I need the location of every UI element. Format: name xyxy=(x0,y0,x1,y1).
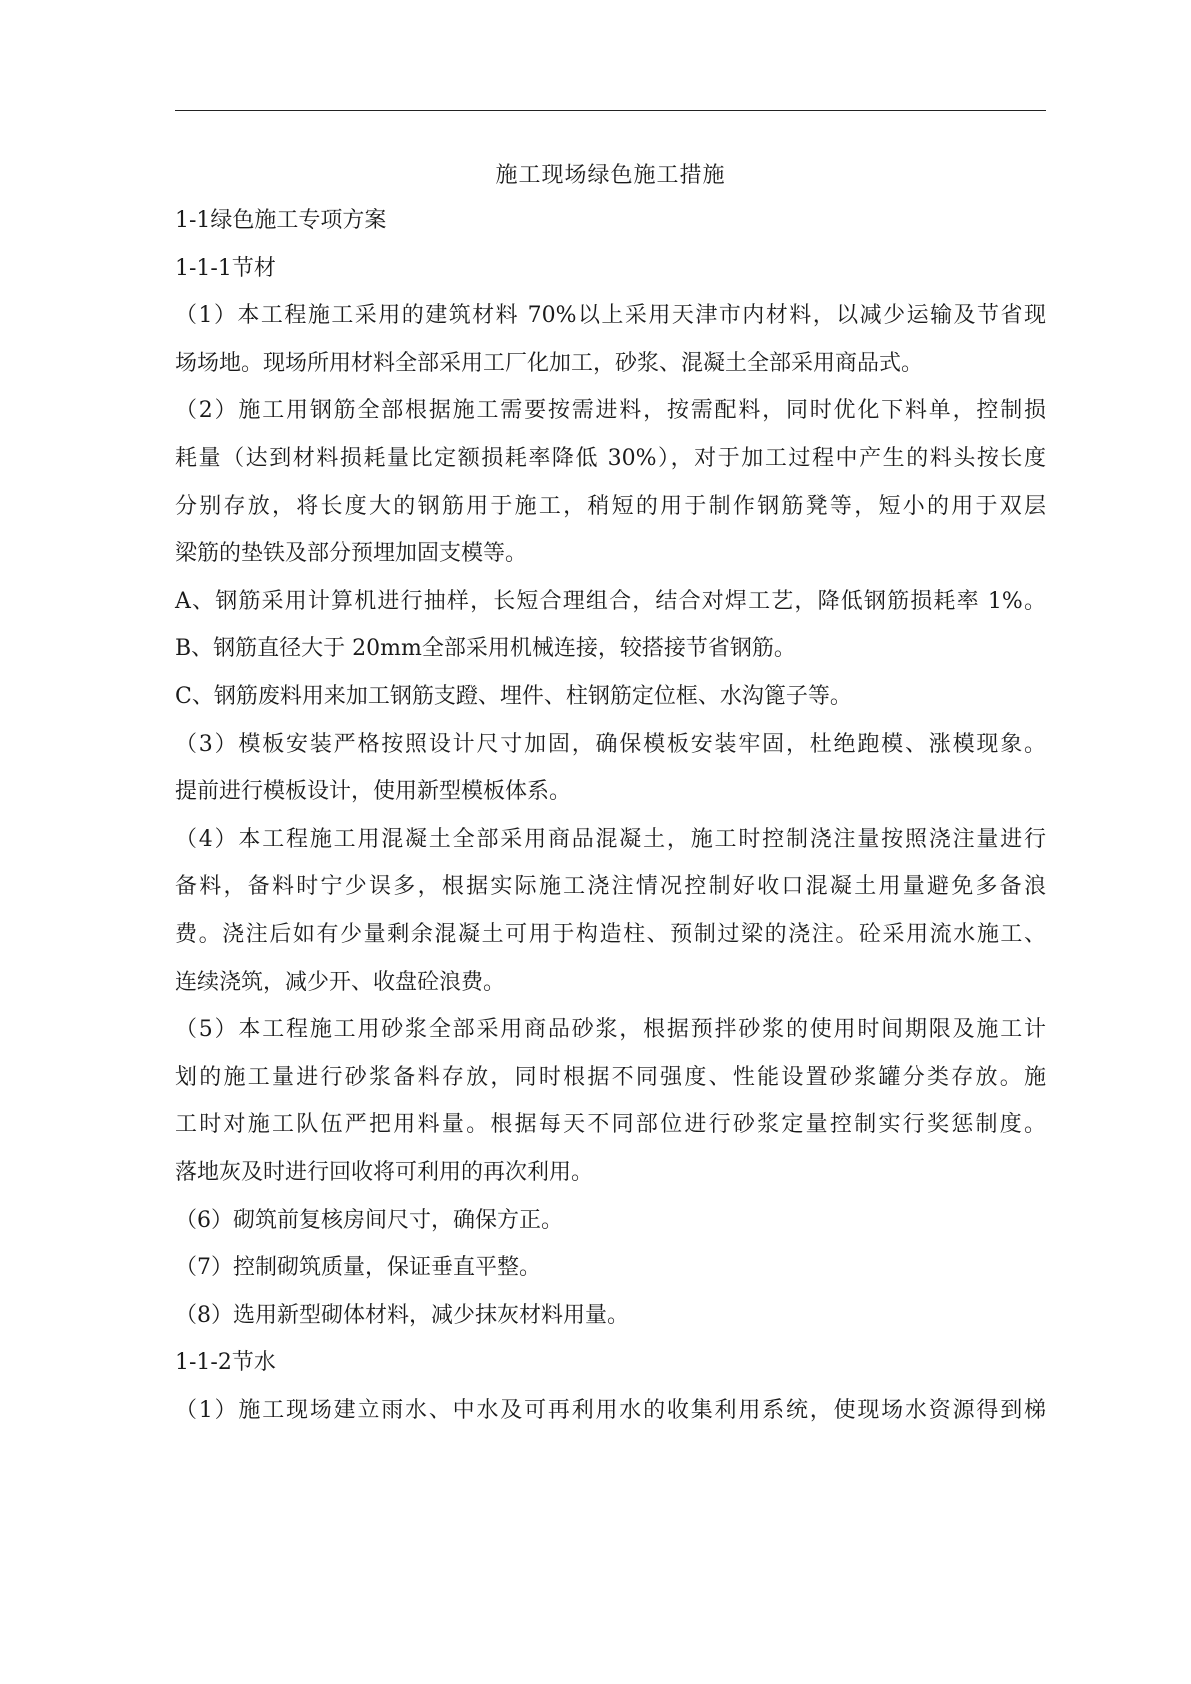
text-line: （8）选用新型砌体材料，减少抹灰材料用量。 xyxy=(175,1302,629,1328)
text-line: （3）模板安装严格按照设计尺寸加固，确保模板安装牢固，杜绝跑模、涨模现象。 xyxy=(175,731,1046,757)
text-line: 落地灰及时进行回收将可利用的再次利用。 xyxy=(175,1160,594,1185)
text-line: （2）施工用钢筋全部根据施工需要按需进料，按需配料，同时优化下料单，控制损 xyxy=(175,398,1046,424)
text-line: （6）砌筑前复核房间尺寸，确保方正。 xyxy=(175,1207,563,1233)
page-title: 施工现场绿色施工措施 xyxy=(495,163,726,188)
text-line: 划的施工量进行砂浆备料存放，同时根据不同强度、性能设置砂浆罐分类存放。施 xyxy=(175,1064,1046,1090)
text-line: 1-1-2节水 xyxy=(175,1350,276,1376)
text-line: （1）施工现场建立雨水、中水及可再利用水的收集利用系统，使现场水资源得到梯 xyxy=(175,1398,1046,1423)
text-line: A、钢筋采用计算机进行抽样，长短合理组合，结合对焊工艺，降低钢筋损耗率 1%。 xyxy=(175,588,1046,614)
text-line: C、钢筋废料用来加工钢筋支蹬、埋件、柱钢筋定位框、水沟篦子等。 xyxy=(175,684,852,709)
header-rule xyxy=(175,110,1046,111)
text-line: 耗量（达到材料损耗量比定额损耗率降低 30%），对于加工过程中产生的料头按长度 xyxy=(175,446,1046,471)
text-line: 1-1绿色施工专项方案 xyxy=(175,208,387,233)
text-line: （1）本工程施工采用的建筑材料 70%以上采用天津市内材料，以减少运输及节省现 xyxy=(175,303,1046,329)
text-line: 1-1-1节材 xyxy=(175,255,276,281)
text-line: （7）控制砌筑质量，保证垂直平整。 xyxy=(175,1255,541,1281)
text-line: （5）本工程施工用砂浆全部采用商品砂浆，根据预拌砂浆的使用时间期限及施工计 xyxy=(175,1017,1046,1043)
text-line: 工时对施工队伍严把用料量。根据每天不同部位进行砂浆定量控制实行奖惩制度。 xyxy=(175,1112,1046,1138)
text-line: （4）本工程施工用混凝土全部采用商品混凝土，施工时控制浇注量按照浇注量进行 xyxy=(175,826,1046,852)
text-line: 提前进行模板设计，使用新型模板体系。 xyxy=(175,779,572,805)
text-line: 分别存放，将长度大的钢筋用于施工，稍短的用于制作钢筋凳等，短小的用于双层 xyxy=(175,493,1046,519)
text-line: B、钢筋直径大于 20mm全部采用机械连接，较搭接节省钢筋。 xyxy=(175,636,796,662)
text-line: 场场地。现场所用材料全部采用工厂化加工，砂浆、混凝土全部采用商品式。 xyxy=(175,350,924,376)
text-line: 备料，备料时宁少误多，根据实际施工浇注情况控制好收口混凝土用量避免多备浪 xyxy=(175,874,1046,900)
text-line: 费。浇注后如有少量剩余混凝土可用于构造柱、预制过梁的浇注。砼采用流水施工、 xyxy=(175,922,1046,947)
text-line: 梁筋的垫铁及部分预埋加固支模等。 xyxy=(175,541,528,567)
text-line: 连续浇筑，减少开、收盘砼浪费。 xyxy=(175,969,506,995)
